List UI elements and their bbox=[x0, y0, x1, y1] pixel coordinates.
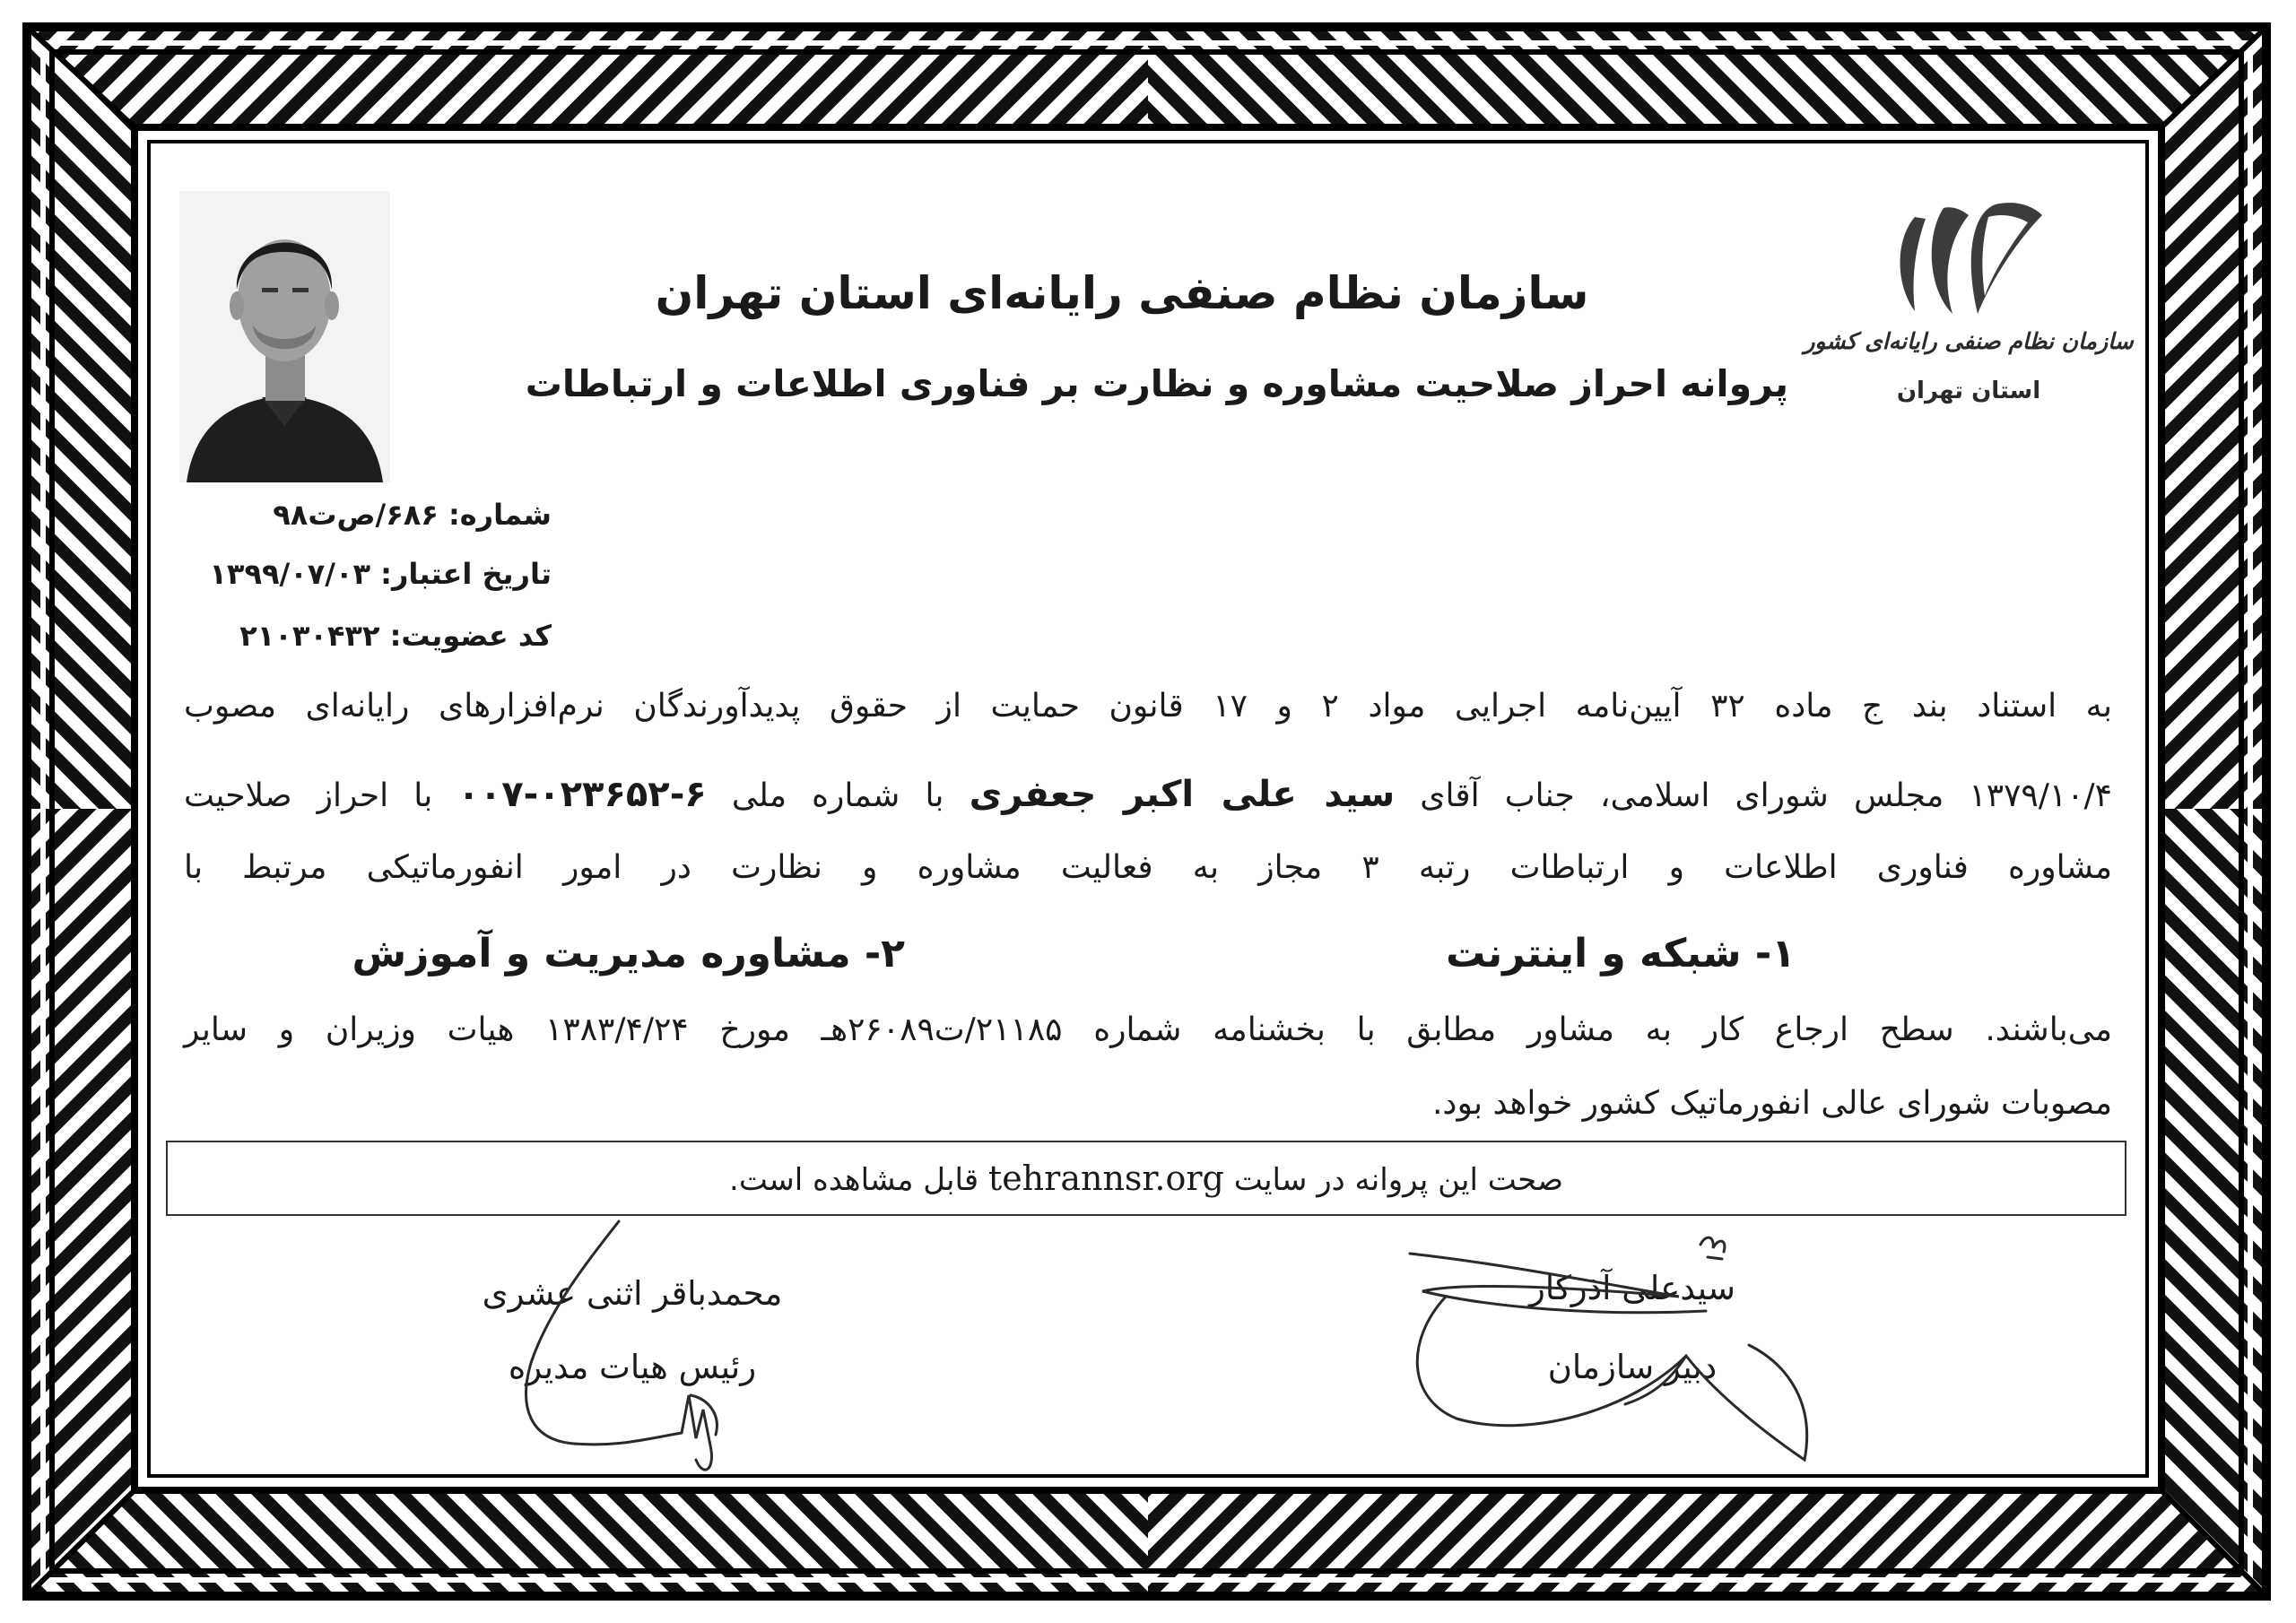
logo-org-name: سازمان نظام صنفی رایانه‌ای کشور bbox=[1804, 328, 2134, 354]
verification-suffix: قابل مشاهده است. bbox=[729, 1162, 979, 1198]
page-subtitle: پروانه احراز صلاحیت مشاوره و نظارت بر فناوری اطلاعات و ارتباطات bbox=[525, 362, 1788, 405]
body-line-2-prefix: ۱۳۷۹/۱۰/۴ مجلس شورای اسلامی، جناب آقای bbox=[1420, 777, 2112, 814]
secretary-name: سیدعلی آذرکار bbox=[1529, 1269, 1735, 1307]
body-line-3: مشاوره فناوری اطلاعات و ارتباطات رتبه ۳ مجاز به فعالیت مشاوره و نظارت در امور انفورماتیکی مرتبط با bbox=[184, 849, 2112, 886]
three-petal-emblem-icon bbox=[1888, 199, 2049, 316]
organization-logo bbox=[1803, 199, 2135, 486]
verification-site: tehrannsr.org bbox=[987, 1159, 1224, 1198]
verification-prefix: صحت این پروانه در سایت bbox=[1233, 1162, 1563, 1198]
body-line-2-suffix: با احراز صلاحیت bbox=[184, 777, 433, 814]
national-id: ۰۰۷-۰۲۳۶۵۲-۶ bbox=[457, 774, 707, 815]
verification-box bbox=[166, 1141, 2126, 1216]
validity-date: تاریخ اعتبار: ۱۳۹۹/۰۷/۰۳ bbox=[209, 557, 552, 591]
activity-item-1: ۱- شبکه و اینترنت bbox=[1446, 931, 1796, 976]
body-line-5: مصوبات شورای عالی انفورماتیک کشور خواهد بود. bbox=[1431, 1085, 2112, 1122]
logo-province: استان تهران bbox=[1896, 378, 2041, 404]
secretary-title: دبیر سازمان bbox=[1547, 1348, 1718, 1386]
page-title: سازمان نظام صنفی رایانه‌ای استان تهران bbox=[655, 267, 1589, 319]
membership-code: کد عضویت: ۲۱۰۳۰۴۳۲ bbox=[239, 619, 552, 653]
body-line-4: می‌باشند. سطح ارجاع کار به مشاور مطابق با بخشنامه شماره ۲۱۱۸۵/ت۲۶۰۸۹هـ مورخ ۱۳۸۳/۴/۲۴ هیات وزیران و سایر bbox=[184, 1011, 2112, 1048]
body-line-1: به استناد بند ج ماده ۳۲ آیین‌نامه اجرایی مواد ۲ و ۱۷ قانون حمایت از حقوق پدیدآورندگان نرم‌افزارهای رایانه‌ای مصوب bbox=[184, 688, 2113, 725]
portrait-photo bbox=[179, 191, 390, 482]
chairman-name: محمدباقر اثنی عشری bbox=[482, 1274, 783, 1313]
chairman-title: رئیس هیات مدیره bbox=[508, 1348, 757, 1386]
body-line-2 bbox=[184, 775, 2112, 816]
body-line-2-mid: با شماره ملی bbox=[731, 777, 944, 814]
license-number: شماره: ۶۸۶/ص‌ت۹۸ bbox=[273, 498, 552, 532]
activity-item-2: ۲- مشاوره مدیریت و آموزش bbox=[352, 931, 905, 976]
holder-name: سید علی اکبر جعفری bbox=[969, 774, 1396, 815]
